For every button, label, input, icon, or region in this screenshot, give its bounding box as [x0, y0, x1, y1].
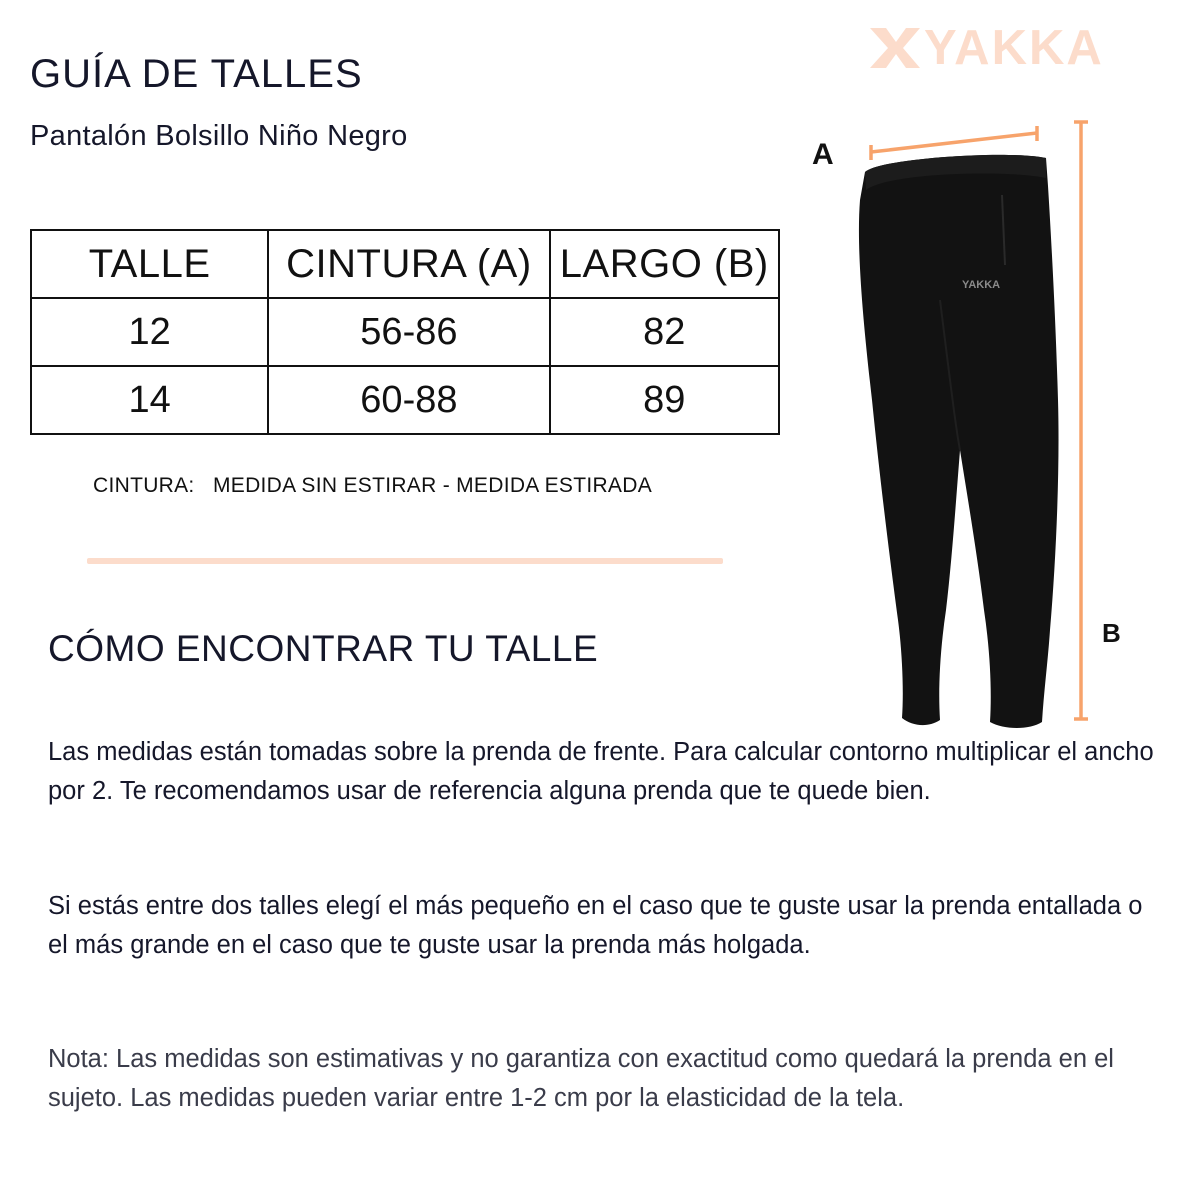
length-measure-line-icon — [1074, 122, 1088, 719]
size-cell: 14 — [31, 366, 268, 434]
disclaimer-note: Nota: Las medidas son estimativas y no garantiza con exactitud como quedará la prenda en el sujeto. Las medidas pueden variar entre 1-2 cm por la elasticidad de la tela. — [48, 1045, 1114, 1112]
table-row — [31, 366, 779, 434]
column-header-size: TALLE — [31, 230, 268, 298]
waist-cell: 60-88 — [268, 366, 549, 434]
measure-label-b: B — [1102, 618, 1121, 648]
instructions-paragraph: Las medidas están tomadas sobre la prenda de frente. Para calcular contorno multiplicar el ancho por 2. Te recomendamos usar de referencia alguna prenda que te quede bien. — [48, 738, 1154, 805]
how-to-title: CÓMO ENCONTRAR TU TALLE — [48, 628, 599, 669]
pants-diagram — [800, 110, 1160, 740]
page-title: GUÍA DE TALLES — [30, 52, 363, 96]
length-cell: 89 — [550, 366, 779, 434]
brand-logo-mark-icon — [866, 22, 922, 74]
size-table-header-row — [31, 230, 779, 298]
column-header-waist: CINTURA (A) — [268, 230, 549, 298]
garment-brand-text: YAKKA — [962, 279, 1001, 291]
length-cell: 82 — [550, 298, 779, 366]
brand-logo-text: YAKKA — [924, 21, 1104, 75]
size-cell: 12 — [31, 298, 268, 366]
section-divider — [87, 558, 723, 564]
table-row — [31, 298, 779, 366]
waist-measure-line-icon — [871, 126, 1037, 160]
size-table — [30, 229, 780, 435]
brand-logo — [866, 22, 1162, 74]
measure-label-a: A — [812, 138, 834, 171]
waist-cell: 56-86 — [268, 298, 549, 366]
pants-icon — [859, 155, 1059, 728]
product-name: Pantalón Bolsillo Niño Negro — [30, 120, 408, 152]
waist-measure-note: CINTURA: MEDIDA SIN ESTIRAR - MEDIDA ESTIRADA — [93, 474, 653, 497]
size-advice-paragraph: Si estás entre dos talles elegí el más pequeño en el caso que te guste usar la prenda entallada o el más grande en el caso que te guste usar la prenda más holgada. — [48, 892, 1143, 959]
column-header-length: LARGO (B) — [550, 230, 779, 298]
